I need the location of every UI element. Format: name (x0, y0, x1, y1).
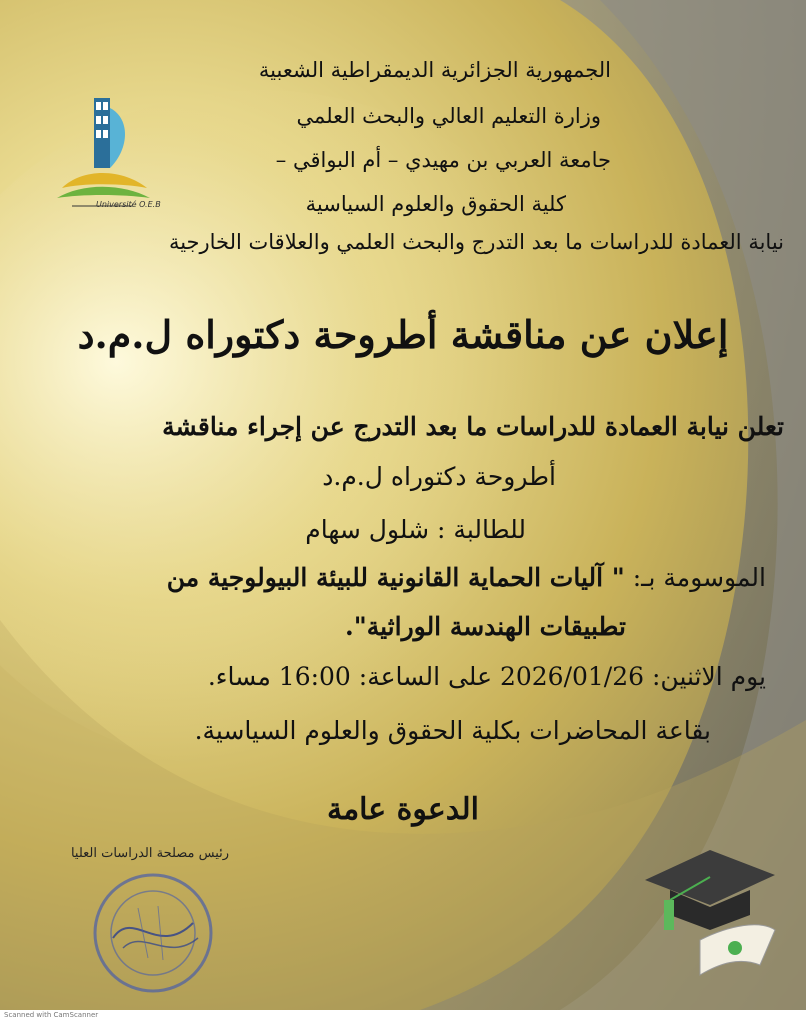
titled-prefix: الموسومة بـ: (632, 563, 766, 592)
announcement-title: إعلان عن مناقشة أطروحة دكتوراه ل.م.د (77, 312, 729, 357)
thesis-title-line-2: تطبيقات الهندسة الوراثية". (345, 612, 626, 641)
vice-deanship-name: نيابة العمادة للدراسات ما بعد التدرج والبحث العلمي والعلاقات الخارجية (168, 230, 784, 254)
student-name: للطالبة : شلول سهام (305, 515, 526, 544)
signature-label: رئيس مصلحة الدراسات العليا (70, 846, 230, 861)
announcement-text-line-1: تعلن نيابة العمادة للدراسات ما بعد التدرج عن إجراء مناقشة (162, 412, 784, 441)
scanner-footer (0, 1010, 806, 1024)
defense-date-time: يوم الاثنين: 2026/01/26 على الساعة: 16:00 مساء. (207, 662, 766, 691)
defense-location: بقاعة المحاضرات بكلية الحقوق والعلوم السياسية. (194, 716, 711, 745)
logo-caption: Université O.E.B (96, 200, 161, 209)
thesis-title-start: " آليات الحماية القانونية للبيئة البيولوجية من (166, 563, 625, 592)
scanner-watermark: Scanned with CamScanner (4, 1011, 99, 1019)
ministry-name: وزارة التعليم العالي والبحث العلمي (296, 104, 601, 128)
graduation-cap-icon (640, 845, 780, 985)
thesis-title-line-1 (20, 563, 766, 592)
public-invitation: الدعوة عامة (327, 792, 479, 827)
announcement-text-line-2: أطروحة دكتوراه ل.م.د (322, 462, 556, 491)
university-name: جامعة العربي بن مهيدي – أم البواقي – (275, 148, 611, 172)
republic-name: الجمهورية الجزائرية الديمقراطية الشعبية (258, 58, 611, 82)
official-stamp (88, 868, 218, 998)
faculty-name: كلية الحقوق والعلوم السياسية (305, 192, 566, 216)
